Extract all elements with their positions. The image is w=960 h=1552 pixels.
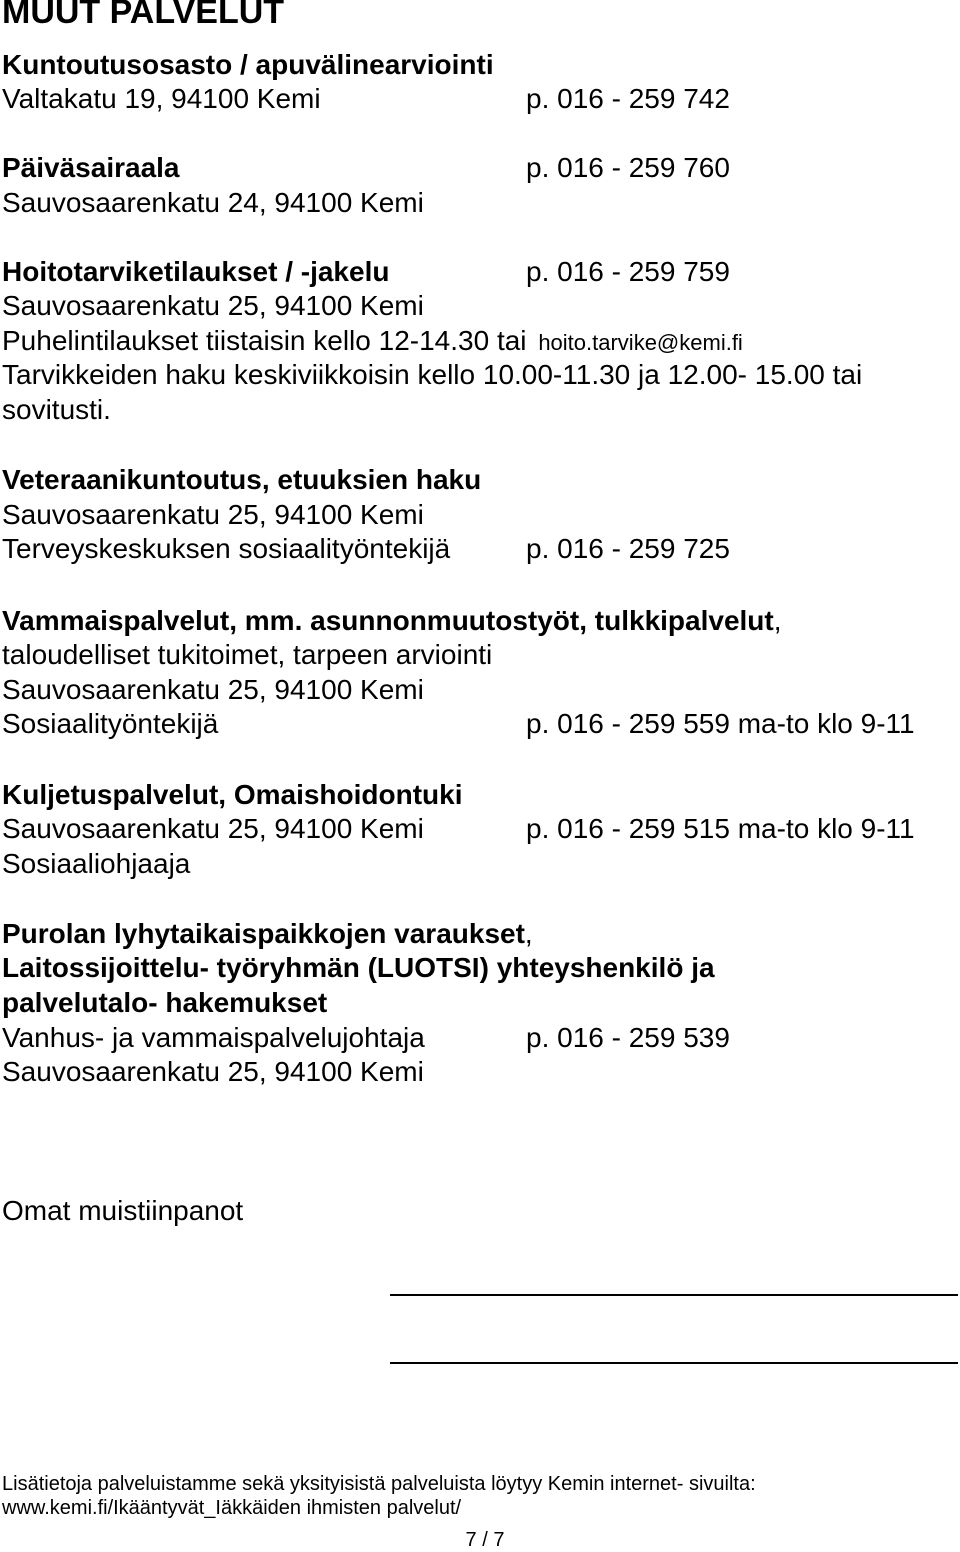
kuntoutus-title: Kuntoutusosasto / apuvälinearviointi	[2, 49, 494, 80]
page-title: MUUT PALVELUT	[2, 0, 285, 31]
footer-link[interactable]: www.kemi.fi/Ikääntyvät_Iäkkäiden ihmisten palvelut/	[2, 1497, 462, 1519]
vammais-address: Sauvosaarenkatu 25, 94100 Kemi	[2, 674, 424, 705]
paivasairaala-phone: p. 016 - 259 760	[526, 152, 730, 183]
vammais-contact: Sosiaalityöntekijä	[2, 708, 219, 739]
veteraani-title: Veteraanikuntoutus, etuuksien haku	[2, 464, 482, 495]
purola-title-line3: palvelutalo- hakemukset	[2, 987, 328, 1018]
vammais-phone: p. 016 - 259 559 ma-to klo 9-11	[526, 708, 915, 739]
purola-address: Sauvosaarenkatu 25, 94100 Kemi	[2, 1056, 424, 1087]
paivasairaala-title-row	[2, 151, 730, 185]
vammais-subtitle: taloudelliset tukitoimet, tarpeen arviointi	[2, 639, 493, 670]
hoitotarvike-orders-row	[2, 324, 743, 360]
kuntoutus-phone: p. 016 - 259 742	[526, 83, 730, 114]
paivasairaala-address: Sauvosaarenkatu 24, 94100 Kemi	[2, 187, 424, 218]
hoitotarvike-orders: Puhelintilaukset tiistaisin kello 12-14.30 tai	[2, 325, 527, 356]
veteraani-phone: p. 016 - 259 725	[526, 533, 730, 564]
hoitotarvike-email[interactable]: hoito.tarvike@kemi.fi	[538, 330, 743, 355]
veteraani-contact: Terveyskeskuksen sosiaalityöntekijä	[2, 533, 451, 564]
purola-title-line2: Laitossijoittelu- työryhmän (LUOTSI) yhteyshenkilö ja	[2, 952, 715, 983]
footer-info: Lisätietoja palveluistamme sekä yksityisistä palveluista löytyy Kemin internet- sivuilta:	[2, 1473, 756, 1495]
kuljetus-title: Kuljetuspalvelut, Omaishoidontuki	[2, 779, 463, 810]
hoitotarvike-title: Hoitotarviketilaukset / -jakelu	[2, 256, 390, 287]
hoitotarvike-title-row	[2, 255, 730, 289]
veteraani-address: Sauvosaarenkatu 25, 94100 Kemi	[2, 499, 424, 530]
vammais-title-row	[2, 604, 782, 638]
notes-label: Omat muistiinpanot	[2, 1195, 244, 1226]
vammais-title: Vammaispalvelut, mm. asunnonmuutostyöt, tulkkipalvelut	[2, 605, 774, 636]
purola-title-line1: Purolan lyhytaikaispaikkojen varaukset	[2, 918, 525, 949]
kuntoutus-address-row	[2, 82, 730, 116]
hoitotarvike-phone: p. 016 - 259 759	[526, 256, 730, 287]
hoitotarvike-address: Sauvosaarenkatu 25, 94100 Kemi	[2, 290, 424, 321]
purola-contact: Vanhus- ja vammaispalvelujohtaja	[2, 1022, 425, 1053]
purola-title-row	[2, 917, 533, 951]
kuljetus-address: Sauvosaarenkatu 25, 94100 Kemi	[2, 813, 424, 844]
purola-phone: p. 016 - 259 539	[526, 1022, 730, 1053]
purola-title-comma: ,	[524, 918, 533, 949]
purola-contact-row	[2, 1021, 730, 1055]
hoitotarvike-pickup-cont: sovitusti.	[2, 394, 111, 425]
paivasairaala-title: Päiväsairaala	[2, 152, 180, 183]
notes-line-2	[390, 1362, 958, 1364]
kuljetus-phone: p. 016 - 259 515 ma-to klo 9-11	[526, 813, 915, 844]
notes-line-1	[390, 1294, 958, 1296]
vammais-contact-row	[2, 707, 915, 741]
page-number: 7 / 7	[465, 1529, 505, 1551]
kuljetus-contact: Sosiaaliohjaaja	[2, 848, 191, 879]
kuljetus-address-row	[2, 812, 915, 846]
vammais-title-comma: ,	[773, 605, 782, 636]
hoitotarvike-pickup: Tarvikkeiden haku keskiviikkoisin kello 10.00-11.30 ja 12.00- 15.00 tai	[2, 359, 863, 390]
kuntoutus-address: Valtakatu 19, 94100 Kemi	[2, 83, 321, 114]
veteraani-contact-row	[2, 532, 730, 566]
